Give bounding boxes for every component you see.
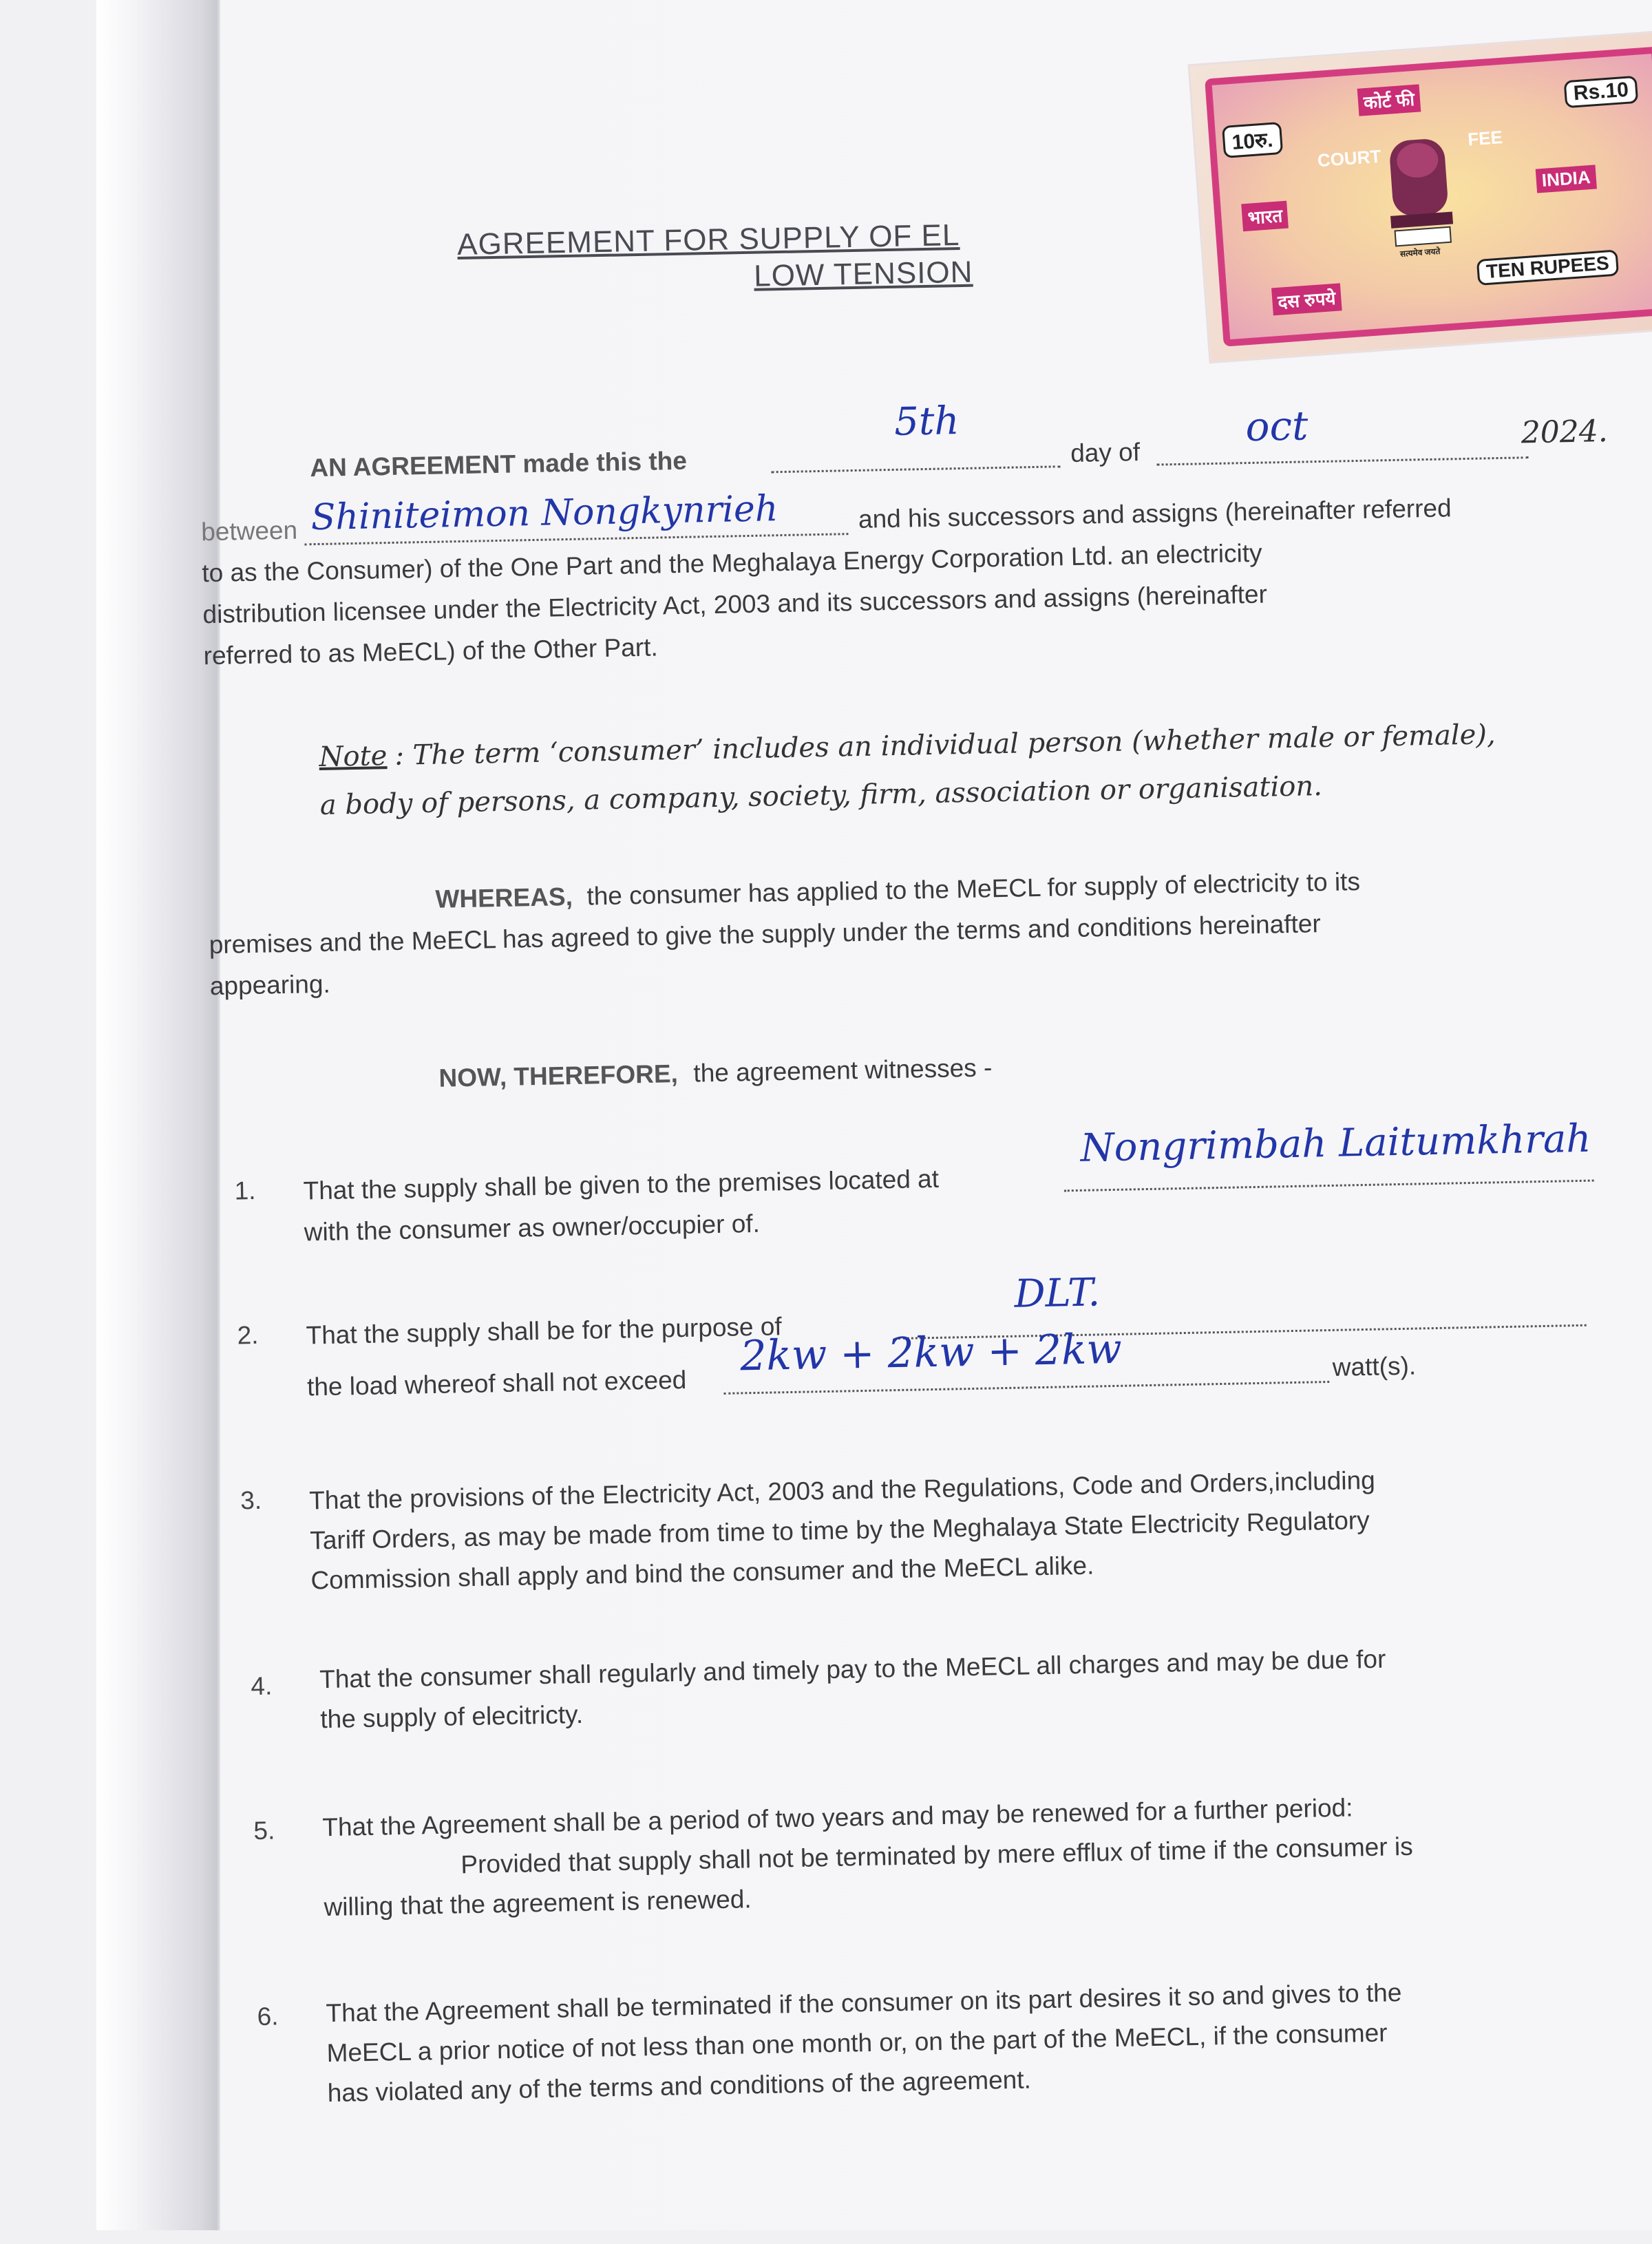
- whereas-line1: the consumer has applied to the MeECL for supply of electricity to its: [586, 867, 1361, 911]
- agreement-body: [191, 0, 1652, 2244]
- therefore-lead: NOW, THEREFORE,: [438, 1059, 679, 1092]
- stamp-right-value: Rs.10: [1564, 76, 1639, 108]
- month-blank: [1157, 456, 1529, 465]
- clause-3-number: 3.: [240, 1485, 262, 1515]
- note-line2: a body of persons, a company, society, firm, association or organisation.: [319, 770, 1323, 821]
- premises-blank: [1064, 1180, 1594, 1192]
- day-blank: [772, 465, 1061, 473]
- whereas-lead: WHEREAS,: [435, 882, 573, 913]
- clause-5-line1: That the Agreement shall be a period of two years and may be renewed for a further period:: [321, 1793, 1353, 1842]
- clause-2-unit: watt(s).: [1332, 1351, 1417, 1382]
- stamp-country-hindi: भारत: [1241, 201, 1289, 232]
- day-of-label: day of: [1070, 438, 1141, 467]
- purpose-value: DLT.: [1014, 1270, 1101, 1317]
- clause-3-line2: Tariff Orders, as may be made from time to time by the Meghalaya State Electricity Regulatory: [309, 1505, 1370, 1555]
- clause-1-line2: with the consumer as owner/occupier of.: [304, 1209, 761, 1247]
- clause-6-number: 6.: [257, 2002, 279, 2031]
- clause-4-number: 4.: [251, 1671, 273, 1701]
- clause-1-line1: That the supply shall be given to the premises located at: [303, 1164, 940, 1205]
- clause-2-line2: the load whereof shall not exceed: [306, 1365, 687, 1401]
- premises-value: Nongrimbah Laitumkhrah: [1080, 1116, 1592, 1171]
- document-title: AGREEMENT FOR SUPPLY OF EL: [456, 218, 960, 262]
- clause-6-line2: MeECL a prior notice of not less than one month or, on the part of the MeECL, if the consumer: [326, 2018, 1388, 2068]
- stamp-fee: FEE: [1467, 126, 1503, 150]
- clause-1-number: 1.: [234, 1176, 256, 1205]
- load-value: 2kw + 2kw + 2kw: [739, 1324, 1123, 1381]
- opening-line1-rest: and his successors and assigns (hereinafter referred: [858, 494, 1452, 533]
- stamp-left-value: 10रु.: [1222, 122, 1283, 158]
- stamp-country: INDIA: [1536, 165, 1597, 193]
- clause-4-line2: the supply of elecitricty.: [319, 1700, 584, 1734]
- court-fee-stamp: [1190, 32, 1652, 361]
- clause-6-line1: That the Agreement shall be terminated if the consumer on its part desires it so and gives to the: [326, 1978, 1402, 2028]
- opening-line2: to as the Consumer) of the One Part and the Meghalaya Energy Corporation Ltd. an electricity: [201, 538, 1262, 588]
- month-value: oct: [1245, 402, 1309, 451]
- document-subtitle: LOW TENSION: [753, 255, 973, 293]
- stamp-top-hindi: कोर्ट फी: [1357, 84, 1421, 116]
- whereas-line3: appearing.: [209, 969, 331, 1001]
- load-blank: [723, 1381, 1329, 1395]
- clause-2-line1: That the supply shall be for the purpose of: [306, 1312, 783, 1350]
- clause-3-line1: That the provisions of the Electricity Act, 2003 and the Regulations, Code and Orders,including: [308, 1465, 1376, 1515]
- clause-5-line3: willing that the agreement is renewed.: [324, 1885, 752, 1922]
- clause-4-line1: That the consumer shall regularly and timely pay to the MeECL all charges and may be due for: [319, 1644, 1386, 1694]
- note-label: Note: [319, 740, 388, 774]
- stamp-bottom-english: TEN RUPEES: [1476, 249, 1619, 286]
- opening-line3: distribution licensee under the Electricity Act, 2003 and its successors and assigns (hereinafter: [202, 580, 1268, 629]
- between-label: between: [200, 516, 298, 547]
- opening-line4: referred to as MeECL) of the Other Part.: [203, 633, 659, 670]
- clause-5-number: 5.: [253, 1816, 275, 1845]
- year-value: 2024.: [1521, 413, 1609, 451]
- clause-2-number: 2.: [237, 1320, 259, 1350]
- document-page: [96, 0, 1652, 2230]
- day-value: 5th: [893, 399, 960, 445]
- clause-6-line3: has violated any of the terms and conditions of the agreement.: [327, 2065, 1032, 2108]
- ashoka-emblem-icon: [1378, 130, 1462, 252]
- therefore-text: the agreement witnesses -: [693, 1053, 993, 1088]
- note-line1: : The term ‘consumer’ includes an individual person (whether male or female),: [394, 719, 1496, 772]
- stamp-court: COURT: [1316, 145, 1382, 171]
- agreement-prefix: AN AGREEMENT made this the: [310, 446, 688, 483]
- stamp-motto: सत्यमेव जयते: [1399, 246, 1441, 259]
- clause-5-line2: Provided that supply shall not be terminated by mere efflux of time if the consumer is: [460, 1832, 1413, 1879]
- clause-3-line3: Commission shall apply and bind the consumer and the MeECL alike.: [310, 1551, 1094, 1595]
- whereas-line2: premises and the MeECL has agreed to give the supply under the terms and conditions hereinafter: [209, 909, 1322, 960]
- consumer-name: Shiniteimon Nongkynrieh: [310, 488, 779, 539]
- stamp-bottom-hindi: दस रुपये: [1271, 283, 1342, 315]
